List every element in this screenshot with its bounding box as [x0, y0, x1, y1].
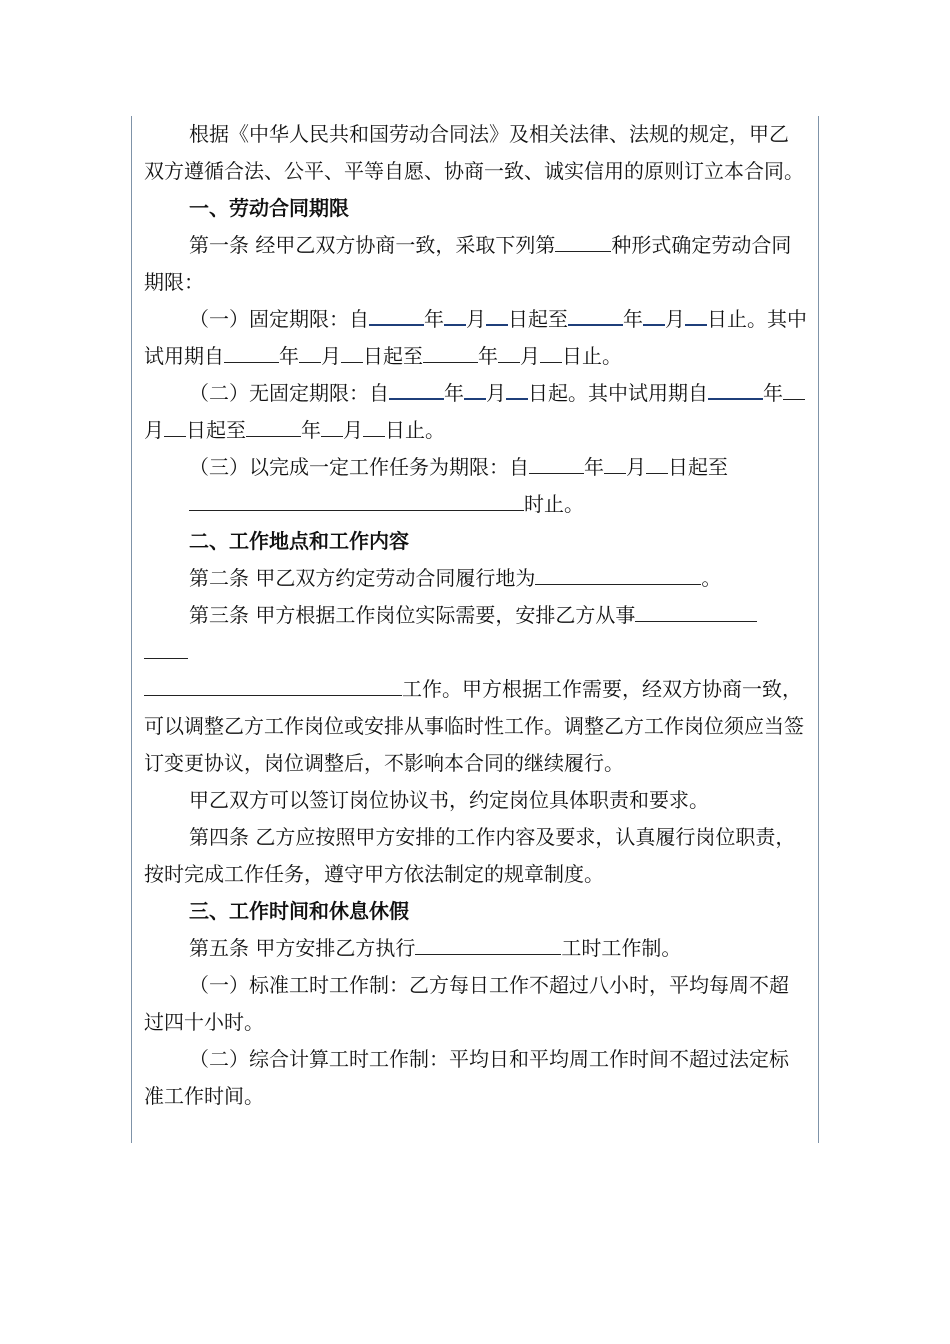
- day-end-label: 日止。: [562, 344, 622, 368]
- start-month-blank[interactable]: [444, 302, 466, 326]
- job-position-blank-cont[interactable]: [144, 636, 188, 659]
- day-from-label: 日起至: [668, 455, 728, 479]
- day-from-label: 日起至: [363, 344, 423, 368]
- article-1-text-end: 种形式确定劳动合同期限：: [144, 233, 792, 294]
- contract-body: [144, 116, 808, 1115]
- article-3-body-text: 工作。甲方根据工作需要，经双方协商一致，可以调整乙方工作岗位或安排从事临时性工作。调整乙方工作岗位须应当签订变更协议，岗位调整后，不影响本合同的继续履行。: [144, 677, 804, 775]
- open-trial-end-year-blank[interactable]: [246, 414, 301, 437]
- article-3: [144, 597, 808, 634]
- year-label: 年: [623, 307, 643, 331]
- day-from-label: 日起至: [508, 307, 568, 331]
- task-end-label: 时止。: [524, 492, 584, 516]
- article-5: [144, 930, 808, 967]
- open-trial-day-blank[interactable]: [164, 414, 186, 437]
- month-label: 月: [626, 455, 646, 479]
- article-2-text: 第二条 甲乙双方约定劳动合同履行地为: [189, 566, 536, 590]
- year-label: 年: [279, 344, 299, 368]
- open-trial-end-day-blank[interactable]: [363, 414, 385, 437]
- trial-start-month-blank[interactable]: [299, 340, 321, 363]
- end-month-blank[interactable]: [643, 302, 665, 326]
- section-heading-3: 三、工作时间和休息休假: [189, 899, 409, 923]
- trial-label: 其中试用期自: [144, 307, 807, 368]
- fixed-term-clause: [144, 301, 808, 375]
- day-end-label: 日止。: [707, 307, 767, 331]
- section-heading-1: 一、劳动合同期限: [189, 196, 349, 220]
- article-4: 第四条 乙方应按照甲方安排的工作内容及要求，认真履行岗位职责，按时完成工作任务，遵守甲方依法制定的规章制度。: [144, 825, 796, 886]
- task-term-clause: [144, 449, 808, 523]
- open-start-day-blank[interactable]: [506, 376, 528, 400]
- open-trial-year-blank[interactable]: [708, 376, 763, 400]
- trial-end-year-blank[interactable]: [423, 340, 478, 363]
- article-1-text: 第一条 经甲乙双方协商一致，采取下列第: [189, 233, 556, 257]
- job-content-blank[interactable]: [144, 673, 402, 696]
- trial-end-day-blank[interactable]: [540, 340, 562, 363]
- day-end-label: 日止。: [385, 418, 445, 442]
- comprehensive-hours-clause: （二）综合计算工时工作制：平均日和平均周工作时间不超过法定标准工作时间。: [144, 1047, 789, 1108]
- work-hours-system-blank[interactable]: [415, 932, 561, 955]
- year-label: 年: [301, 418, 321, 442]
- task-start-year-blank[interactable]: [529, 451, 584, 474]
- month-label: 月: [520, 344, 540, 368]
- month-label: 月: [321, 344, 341, 368]
- start-day-blank[interactable]: [486, 302, 508, 326]
- form-choice-blank[interactable]: [555, 229, 611, 252]
- open-start-year-blank[interactable]: [389, 376, 444, 400]
- start-year-blank[interactable]: [369, 302, 424, 326]
- month-label: 月: [466, 307, 486, 331]
- left-border-line: [131, 116, 132, 1143]
- month-label: 月: [343, 418, 363, 442]
- intro-paragraph: 根据《中华人民共和国劳动合同法》及相关法律、法规的规定，甲乙双方遵循合法、公平、平等自愿、协商一致、诚实信用的原则订立本合同。: [144, 122, 804, 183]
- open-start-month-blank[interactable]: [464, 376, 486, 400]
- fixed-term-label: （一）固定期限：自: [189, 307, 369, 331]
- open-trial-month-blank[interactable]: [783, 377, 805, 400]
- article-1: [144, 227, 808, 301]
- work-location-blank[interactable]: [535, 562, 701, 585]
- article-2-end: 。: [701, 566, 722, 590]
- article-2: [144, 560, 808, 597]
- month-label: 月: [144, 418, 164, 442]
- article-5-end: 工时工作制。: [561, 936, 682, 960]
- section-heading-2: 二、工作地点和工作内容: [189, 529, 409, 553]
- task-term-label: （三）以完成一定工作任务为期限：自: [189, 455, 529, 479]
- day-from-label: 日起至: [186, 418, 246, 442]
- article-3-text: 第三条 甲方根据工作岗位实际需要，安排乙方从事: [189, 603, 636, 627]
- month-label: 月: [486, 381, 506, 405]
- standard-hours-clause: （一）标准工时工作制：乙方每日工作不超过八小时，平均每周不超过四十小时。: [144, 973, 789, 1034]
- month-label: 月: [665, 307, 685, 331]
- trial-end-month-blank[interactable]: [498, 340, 520, 363]
- year-label: 年: [763, 381, 783, 405]
- year-label: 年: [444, 381, 464, 405]
- task-description-blank[interactable]: [189, 488, 524, 511]
- end-year-blank[interactable]: [568, 302, 623, 326]
- task-start-month-blank[interactable]: [604, 451, 626, 474]
- trial-start-day-blank[interactable]: [341, 340, 363, 363]
- open-term-label: （二）无固定期限：自: [189, 381, 389, 405]
- article-3-body: [144, 671, 808, 782]
- end-day-blank[interactable]: [685, 302, 707, 326]
- open-mid-label: 日起。其中试用期自: [528, 381, 708, 405]
- article-3-cont: [144, 634, 808, 671]
- year-label: 年: [584, 455, 604, 479]
- article-3-extra: 甲乙双方可以签订岗位协议书，约定岗位具体职责和要求。: [189, 788, 709, 812]
- task-start-day-blank[interactable]: [646, 451, 668, 474]
- article-5-text: 第五条 甲方安排乙方执行: [189, 936, 416, 960]
- year-label: 年: [478, 344, 498, 368]
- right-border-line: [818, 116, 819, 1143]
- open-trial-end-month-blank[interactable]: [321, 414, 343, 437]
- year-label: 年: [424, 307, 444, 331]
- open-term-clause: [144, 375, 808, 449]
- job-position-blank[interactable]: [635, 599, 757, 622]
- trial-start-year-blank[interactable]: [224, 340, 279, 363]
